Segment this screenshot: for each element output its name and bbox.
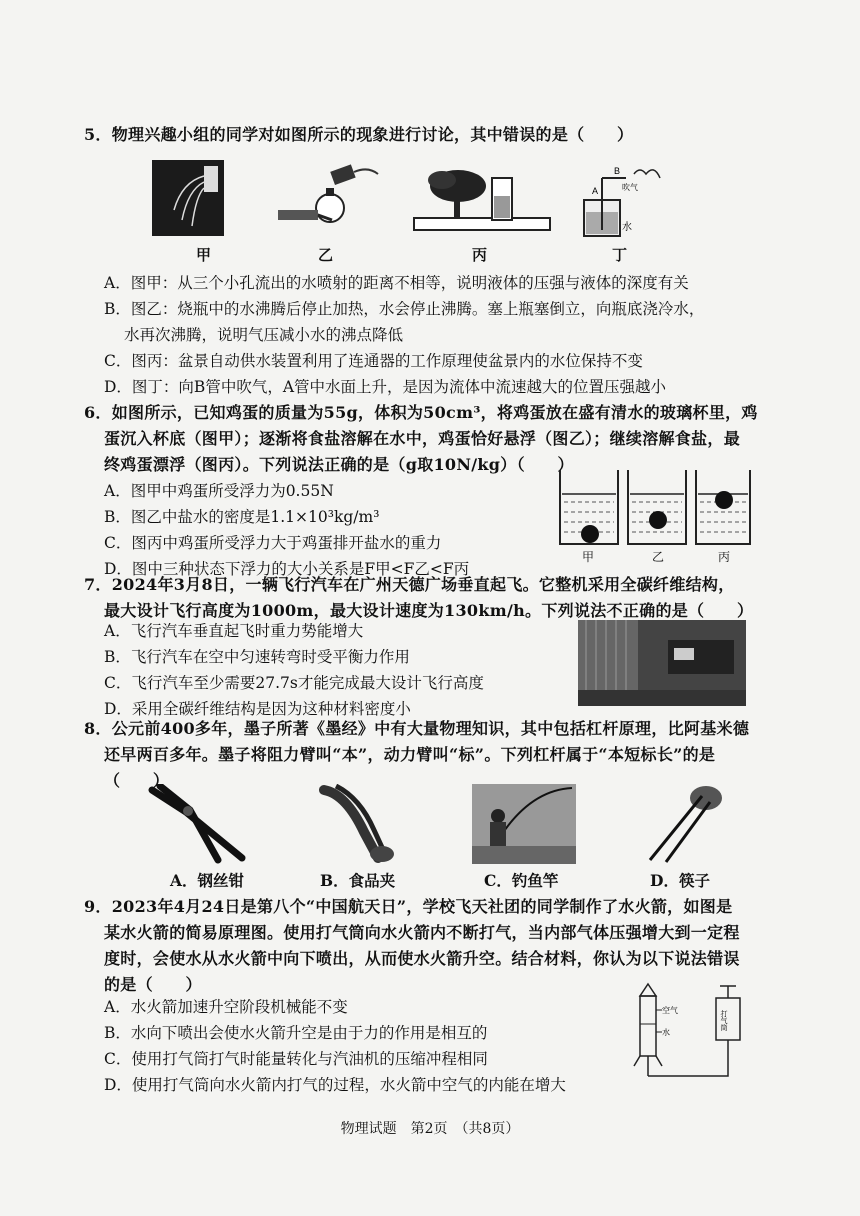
- q5-option-c: C．图丙：盆景自动供水装置利用了连通器的工作原理使盆景内的水位保持不变: [104, 352, 643, 370]
- q9-label-pump: 打气筒: [720, 1010, 728, 1031]
- q6-stem-line1: 6．如图所示，已知鸡蛋的质量为55g，体积为50cm³，将鸡蛋放在盛有清水的玻璃杯里，鸡: [84, 403, 758, 422]
- q8-figure-chopsticks: [644, 784, 724, 864]
- q7-stem-line2: 最大设计飞行高度为1000m，最大设计速度为130km/h。下列说法不正确的是（ ）: [104, 601, 754, 620]
- q6-fig-label-jia: 甲: [582, 550, 595, 564]
- q7-option-c: C．飞行汽车至少需要27.7s才能完成最大设计飞行高度: [104, 674, 484, 692]
- q5-ding-label-a: A: [592, 186, 599, 196]
- q5-option-d: D．图丁：向B管中吹气，A管中水面上升，是因为流体中流速越大的位置压强越小: [104, 378, 667, 396]
- q9-stem-line4: 的是（ ）: [104, 975, 202, 994]
- q9-stem-line1: 9．2023年4月24日是第八个“中国航天日”，学校飞天社团的同学制作了水火箭，如图是: [84, 897, 733, 916]
- q5-figure-bing: [412, 160, 554, 236]
- q8-figure-food-clip: [316, 784, 406, 864]
- q5-ding-label-b: B: [614, 166, 621, 176]
- q6-egg-sink: [581, 525, 599, 543]
- q6-option-d: D．图中三种状态下浮力的大小关系是F甲<F乙<F丙: [104, 560, 470, 578]
- q8-option-c: C．钓鱼竿: [484, 871, 559, 890]
- q9-option-d: D．使用打气筒向水火箭内打气的过程，水火箭中空气的内能在增大: [104, 1076, 566, 1094]
- q6-figure-cups: [556, 470, 752, 548]
- q5-option-b-cont: 水再次沸腾，说明气压减小水的沸点降低: [124, 326, 404, 344]
- q5-ding-label-water: 水: [622, 222, 632, 233]
- q7-stem-line1: 7．2024年3月8日，一辆飞行汽车在广州天德广场垂直起飞。它整机采用全碳纤维结构，: [84, 575, 735, 594]
- q8-stem-line3: （ ）: [104, 771, 170, 790]
- q5-figure-ding: [578, 160, 666, 240]
- q9-option-b: B．水向下喷出会使水火箭升空是由于力的作用是相互的: [104, 1024, 488, 1042]
- q6-egg-float: [715, 491, 733, 509]
- q5-option-a: A．图甲：从三个小孔流出的水喷射的距离不相等，说明液体的压强与液体的深度有关: [104, 274, 689, 292]
- q6-fig-label-bing: 丙: [718, 550, 731, 564]
- q6-option-b: B．图乙中盐水的密度是1.1×10³kg/m³: [104, 508, 380, 526]
- q7-option-b: B．飞行汽车在空中匀速转弯时受平衡力作用: [104, 648, 410, 666]
- q9-stem-line3: 度时，会使水从水火箭中向下喷出，从而使水火箭升空。结合材料，你认为以下说法错误: [104, 949, 740, 968]
- q7-option-a: A．飞行汽车垂直起飞时重力势能增大: [104, 622, 364, 640]
- q5-fig-label-jia: 甲: [196, 246, 212, 264]
- q6-stem-line3: 终鸡蛋漂浮（图丙）。下列说法正确的是（g取10N/kg）（ ）: [104, 455, 574, 474]
- q5-ding-label-blow: 吹气: [622, 183, 638, 192]
- q5-option-b: B．图乙：烧瓶中的水沸腾后停止加热，水会停止沸腾。塞上瓶塞倒立，向瓶底浇冷水，: [104, 300, 705, 318]
- page-footer: 物理试题 第2页 （共8页）: [340, 1121, 520, 1137]
- q9-label-water: 水: [662, 1028, 670, 1037]
- q6-stem-line2: 蛋沉入杯底（图甲）；逐渐将食盐溶解在水中，鸡蛋恰好悬浮（图乙）；继续溶解食盐，最: [104, 429, 741, 448]
- q5-fig-label-bing: 丙: [472, 246, 488, 264]
- q8-stem-line1: 8．公元前400多年，墨子所著《墨经》中有大量物理知识，其中包括杠杆原理，比阿基米德: [84, 719, 750, 738]
- q8-option-d: D．筷子: [650, 871, 710, 890]
- q9-figure-water-rocket: [628, 980, 748, 1086]
- q5-stem: 5．物理兴趣小组的同学对如图所示的现象进行讨论，其中错误的是（ ）: [84, 125, 634, 144]
- q6-egg-suspend: [649, 511, 667, 529]
- q5-figure-jia: [152, 160, 224, 236]
- q9-label-air: 空气: [662, 1006, 678, 1015]
- q5-figure-yi: [272, 160, 382, 236]
- q6-fig-label-yi: 乙: [652, 550, 665, 564]
- q8-figure-fishing-rod: [472, 784, 576, 864]
- q8-option-a: A．钢丝钳: [170, 871, 245, 890]
- q6-option-c: C．图丙中鸡蛋所受浮力大于鸡蛋排开盐水的重力: [104, 534, 442, 552]
- q5-fig-label-ding: 丁: [612, 246, 628, 264]
- q6-option-a: A．图甲中鸡蛋所受浮力为0.55N: [104, 482, 334, 500]
- q7-photo-flying-car: [578, 620, 746, 706]
- q9-stem-line2: 某水火箭的简易原理图。使用打气筒向水火箭内不断打气，当内部气体压强增大到一定程: [104, 923, 740, 942]
- q8-stem-line2: 还早两百多年。墨子将阻力臂叫“本”，动力臂叫“标”。下列杠杆属于“本短标长”的是: [104, 745, 716, 764]
- q9-option-c: C．使用打气筒打气时能量转化与汽油机的压缩冲程相同: [104, 1050, 488, 1068]
- q9-option-a: A．水火箭加速升空阶段机械能不变: [104, 998, 348, 1016]
- q8-option-b: B．食品夹: [320, 871, 396, 890]
- q7-option-d: D．采用全碳纤维结构是因为这种材料密度小: [104, 700, 411, 718]
- q5-fig-label-yi: 乙: [318, 246, 334, 264]
- q8-figure-pliers: [146, 784, 256, 864]
